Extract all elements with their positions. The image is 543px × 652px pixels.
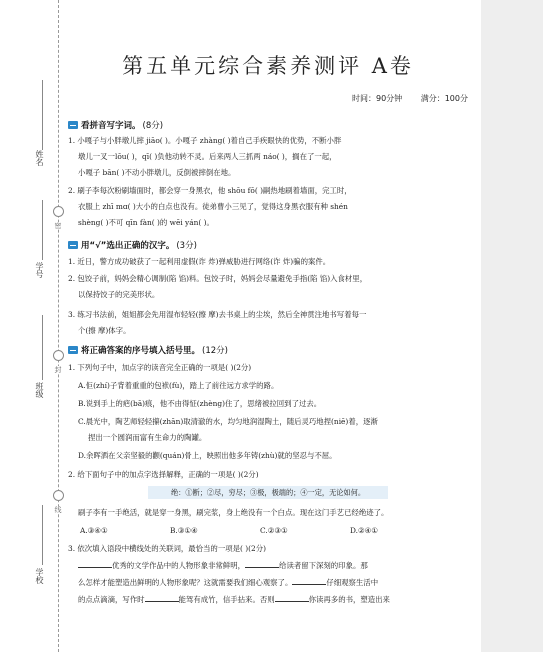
- student-id-label: 学号: [35, 262, 44, 278]
- choice-b: B.③①④: [170, 526, 198, 535]
- question-text: 个(擦 摩)体字。: [78, 326, 131, 335]
- question-sentence: 刷子李有一手绝活，就是穿一身黑，刷完浆，身上绝没有一个白点。现在这门手艺已经绝迹了。: [78, 508, 389, 517]
- question-text: 1. 近日，警方成功破获了一起利用虚假(诈 炸)弹威胁进行网络(诈 炸)骗的案件。: [68, 257, 331, 266]
- option-c: C.晨光中，陶艺师轻轻攥(zhān)取清澈的水，均匀地润湿陶土，随后灵巧地捏(niē)着，逐渐: [78, 417, 378, 426]
- option-d: D.余晖洒在父亲坚毅的颧(quán)骨上，映照出他多年铸(zhù)就的坚忍与不屈。: [78, 451, 337, 460]
- question-text: 2. 刷子李每次粉刷墙面时，都会穿一身黑衣，他 shōu fō( )嗣热地刷着墙面，完工时，: [68, 186, 352, 195]
- seal-circle: [53, 490, 64, 501]
- definition-box: 绝：①断；②尽，穷尽；③极，极端的；④一定，无论如何。: [148, 486, 388, 499]
- question-text: 小嘎子 bān( )不动小胖墩儿，反倒被摔倒在地。: [78, 168, 236, 177]
- question-text: 衣服上 zhī mɑ( )大小的白点也没有。徒弟曹小三见了，觉得这身黑衣服有种 shén: [78, 202, 348, 211]
- section-header: [68, 119, 163, 131]
- question-text: 墩儿一叉一lōu( )，qī( )负他动转不灵。后来两人三抓两 náo( )，搁在了一起，: [78, 152, 337, 161]
- binding-margin: [0, 0, 60, 652]
- option-a: A.佢(zhí)子背着重重的包袱(fù)，踏上了前往远方求学的路。: [78, 381, 279, 390]
- page-title: 第五单元综合素养测评 A卷: [122, 54, 414, 78]
- passage-text: 的点点滴滴，写作时: [78, 595, 145, 604]
- seal-mark-feng: 封: [54, 366, 62, 373]
- seal-mark-mi: 密: [54, 222, 62, 229]
- passage-line: [68, 558, 474, 574]
- passage-text: 你读再多的书，塑造出来: [308, 595, 390, 604]
- section-minus-icon: [68, 241, 78, 249]
- section-score: (3分): [176, 241, 197, 251]
- fill-blank[interactable]: [78, 559, 112, 568]
- full-score: 满分：100分: [420, 94, 468, 103]
- section-header: [68, 239, 197, 251]
- passage-line: [68, 592, 474, 608]
- section-score: (12分): [202, 346, 228, 356]
- question-text: 3. 练习书法前，姐姐都会先用湿布轻轻(擦 摩)去书桌上的尘埃，然后全神贯注地书写着每一: [68, 310, 367, 319]
- fill-blank[interactable]: [145, 593, 179, 602]
- school-label: 学校: [35, 568, 44, 584]
- seal-mark-xian: 线: [54, 506, 62, 513]
- question-text: 2. 包饺子前，妈妈会精心调制(陷 馅)料。包饺子时，妈妈会尽量避免手指(陷 馅)入食材里，: [68, 274, 368, 283]
- question-text: 1. 下列句子中，加点字的读音完全正确的一项是( )(2分): [68, 363, 252, 372]
- passage-text: 给读者留下深刻的印象。那: [279, 561, 368, 570]
- option-c-cont: 捏出一个圆润而富有生命力的陶罐。: [88, 433, 207, 442]
- section-list-icon: [68, 346, 78, 354]
- class-line: [42, 315, 43, 380]
- passage-text: 能驾有成竹，信手拈来。否则: [178, 595, 275, 604]
- section-title: 看拼音写字词。: [81, 121, 141, 131]
- seal-circle: [53, 350, 64, 361]
- choice-d: D.②④①: [350, 526, 378, 535]
- seal-circle: [53, 206, 64, 217]
- fill-blank[interactable]: [245, 559, 279, 568]
- question-text: 1. 小嘎子与小胖墩儿摔 jiāo( )。小嘎子 zhàng( )着自己手疾眼快的优势，不断小胖: [68, 136, 342, 145]
- school-line: [42, 505, 43, 565]
- choice-c: C.②③①: [260, 526, 288, 535]
- right-margin-strip: [481, 0, 543, 652]
- section-title: 将正确答案的序号填入括号里。: [81, 346, 201, 356]
- student-id-line: [42, 200, 43, 260]
- section-header: [68, 344, 228, 356]
- seal-line: [58, 0, 59, 652]
- option-b: B.说到手上的疤(bā)痕，他不由得怔(zhèng)住了，思绪被拉回到了过去。: [78, 399, 322, 408]
- fill-blank[interactable]: [275, 593, 309, 602]
- name-label: 姓名: [35, 150, 44, 166]
- name-line: [42, 80, 43, 150]
- question-text: 以保持饺子的完美形状。: [78, 290, 160, 299]
- choice-a: A.③④①: [80, 526, 108, 535]
- section-score: (8分): [142, 121, 164, 131]
- answer-options: [80, 526, 460, 535]
- fill-blank[interactable]: [292, 576, 326, 585]
- passage-text: 优秀的文学作品中的人物形象非常鲜明，: [112, 561, 246, 570]
- exam-meta: [336, 93, 468, 104]
- passage-line: [68, 575, 474, 591]
- section-minus-icon: [68, 121, 78, 129]
- question-text: shèng( )不可 qīn fàn( )的 wēi yán( )。: [78, 218, 214, 227]
- section-title: 用“√”选出正确的汉字。: [81, 241, 175, 251]
- class-label: 班级: [35, 382, 44, 398]
- passage-text: 么怎样才能塑造出鲜明的人物形象呢？这就需要我们细心观察了。: [78, 578, 293, 587]
- passage-text: 仔细观察生活中: [326, 578, 379, 587]
- question-text: 2. 给下面句子中的加点字选择解释，正确的一项是( )(2分): [68, 470, 259, 479]
- question-text: 3. 依次填入语段中横线处的关联词，最恰当的一项是( )(2分): [68, 544, 266, 553]
- time-limit: 时间：90分钟: [351, 94, 403, 103]
